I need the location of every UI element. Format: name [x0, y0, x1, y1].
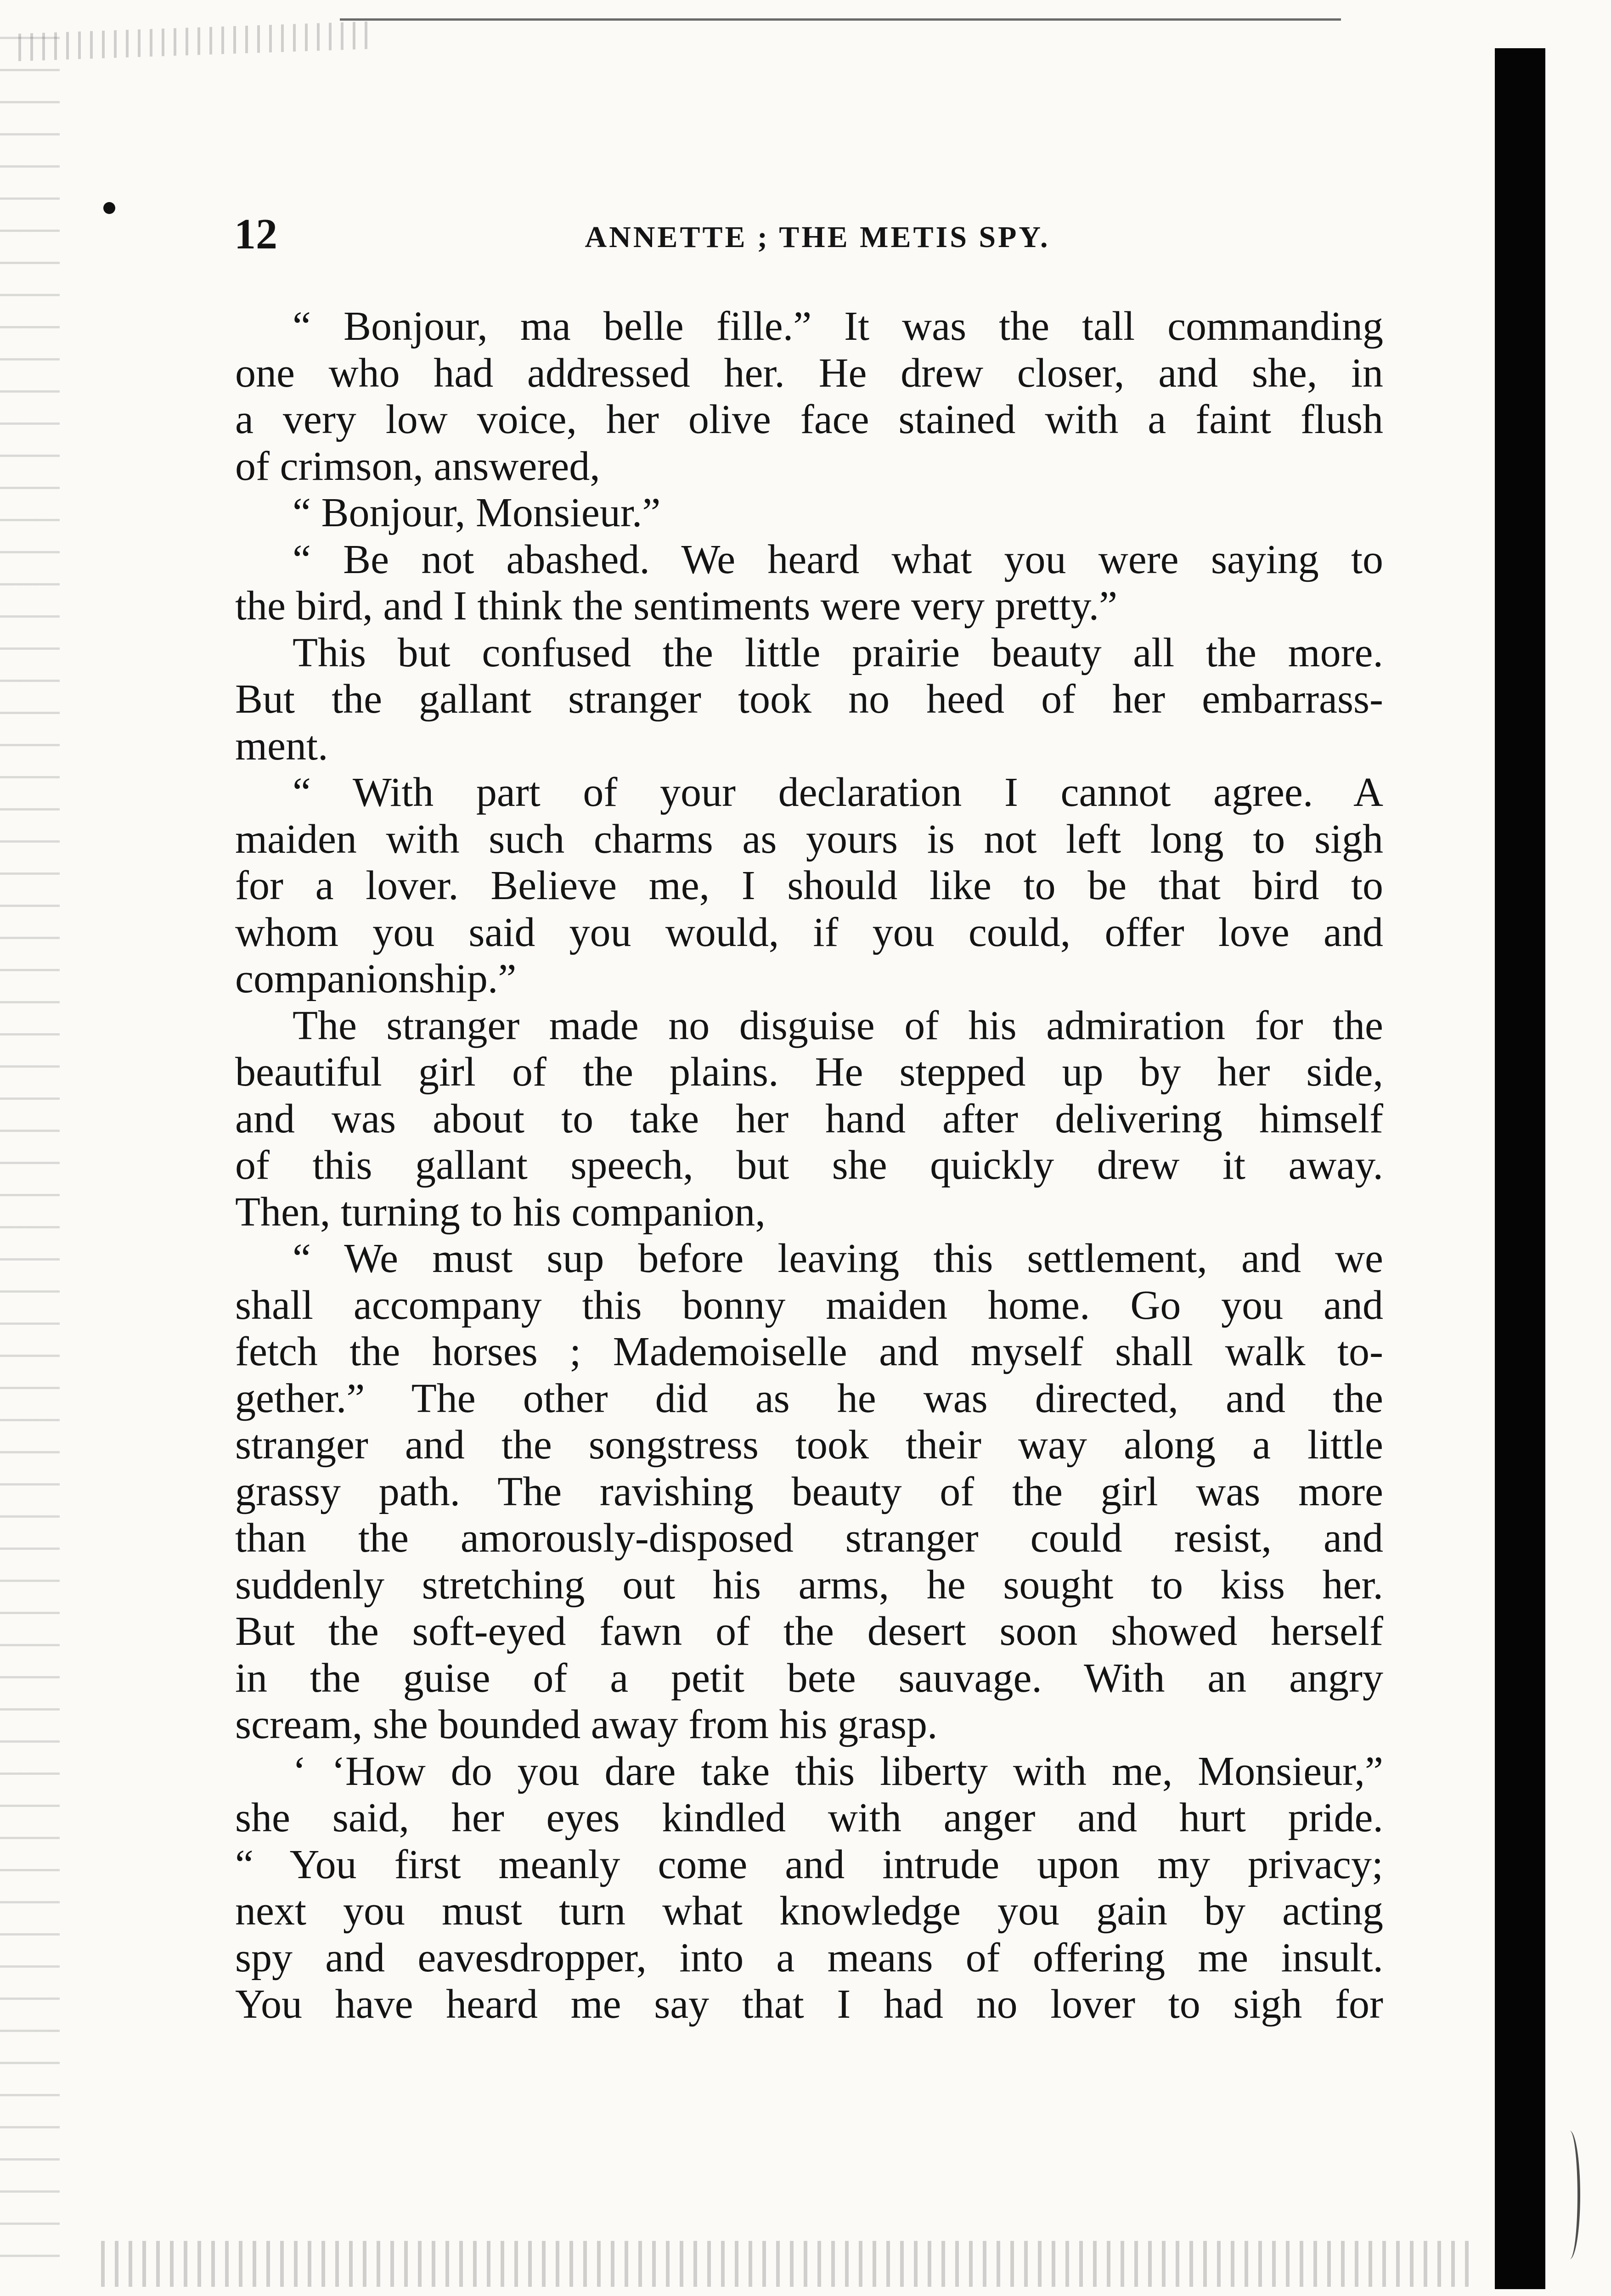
- text-line: suddenly stretching out his arms, he sought to kiss her.: [235, 1562, 1383, 1608]
- text-line: stranger and the songstress took their way along a little: [235, 1422, 1383, 1468]
- text-line: beautiful girl of the plains. He stepped up by her side,: [235, 1049, 1383, 1095]
- scan-edge-bottom: [101, 2241, 1479, 2287]
- ink-dot-mark: [103, 202, 115, 214]
- text-line: shall accompany this bonny maiden home. Go you and: [235, 1282, 1383, 1328]
- body-text: [235, 303, 1383, 2028]
- text-line: a very low voice, her olive face stained with a faint flush: [235, 397, 1383, 442]
- text-line: she said, her eyes kindled with anger and hurt pride.: [235, 1795, 1383, 1840]
- scan-bracket-mark: [1559, 2131, 1580, 2259]
- text-line: But the soft-eyed fawn of the desert soon showed herself: [235, 1609, 1383, 1654]
- scan-edge-left: [0, 37, 60, 2278]
- text-line: The stranger made no disguise of his admiration for the: [293, 1002, 1383, 1048]
- text-line: ‘ ‘How do you dare take this liberty with me, Monsieur,”: [293, 1748, 1383, 1794]
- text-line: “ With part of your declaration I cannot agree. A: [293, 770, 1383, 815]
- text-line: the bird, and I think the sentiments were very pretty.”: [235, 583, 1118, 629]
- text-line: This but confused the little prairie beauty all the more.: [293, 630, 1383, 675]
- text-line: scream, she bounded away from his grasp.: [235, 1702, 938, 1747]
- page-header: [234, 209, 1401, 259]
- text-line: and was about to take her hand after delivering himself: [235, 1096, 1383, 1142]
- running-title: ANNETTE ; THE METIS SPY.: [585, 220, 1050, 254]
- text-line: one who had addressed her. He drew closer, and she, in: [235, 350, 1383, 396]
- text-line: next you must turn what knowledge you gain by acting: [235, 1888, 1383, 1934]
- text-line: than the amorously-disposed stranger could resist, and: [235, 1515, 1383, 1561]
- text-line: for a lover. Believe me, I should like to be that bird to: [235, 863, 1383, 908]
- text-line: companionship.”: [235, 956, 517, 1002]
- text-line: “ We must sup before leaving this settlement, and we: [293, 1236, 1383, 1281]
- text-line: gether.” The other did as he was directed, and the: [235, 1375, 1383, 1421]
- text-line: in the guise of a petit bete sauvage. With an angry: [235, 1655, 1383, 1701]
- text-line: “ Bonjour, Monsieur.”: [293, 490, 661, 535]
- text-line: You have heard me say that I had no lover to sigh for: [235, 1981, 1383, 2027]
- text-line: of crimson, answered,: [235, 443, 600, 489]
- text-line: But the gallant stranger took no heed of her embarrass-: [235, 676, 1383, 722]
- text-line: fetch the horses ; Mademoiselle and myself shall walk to-: [235, 1329, 1383, 1374]
- text-line: “ Be not abashed. We heard what you were saying to: [293, 536, 1383, 582]
- text-line: ment.: [235, 723, 328, 769]
- text-line: spy and eavesdropper, into a means of offering me insult.: [235, 1935, 1383, 1981]
- page-number: 12: [234, 210, 277, 258]
- text-line: “ You first meanly come and intrude upon my privacy;: [235, 1841, 1383, 1887]
- scan-binding-shadow: [1495, 48, 1545, 2289]
- text-line: “ Bonjour, ma belle fille.” It was the tall commanding: [293, 304, 1383, 349]
- scan-edge-top: [340, 18, 1341, 25]
- scan-noise-top: [18, 22, 367, 62]
- text-line: Then, turning to his companion,: [235, 1189, 766, 1235]
- text-line: grassy path. The ravishing beauty of the girl was more: [235, 1469, 1383, 1514]
- text-line: of this gallant speech, but she quickly drew it away.: [235, 1142, 1383, 1188]
- text-line: whom you said you would, if you could, offer love and: [235, 909, 1383, 955]
- text-line: maiden with such charms as yours is not left long to sigh: [235, 816, 1383, 862]
